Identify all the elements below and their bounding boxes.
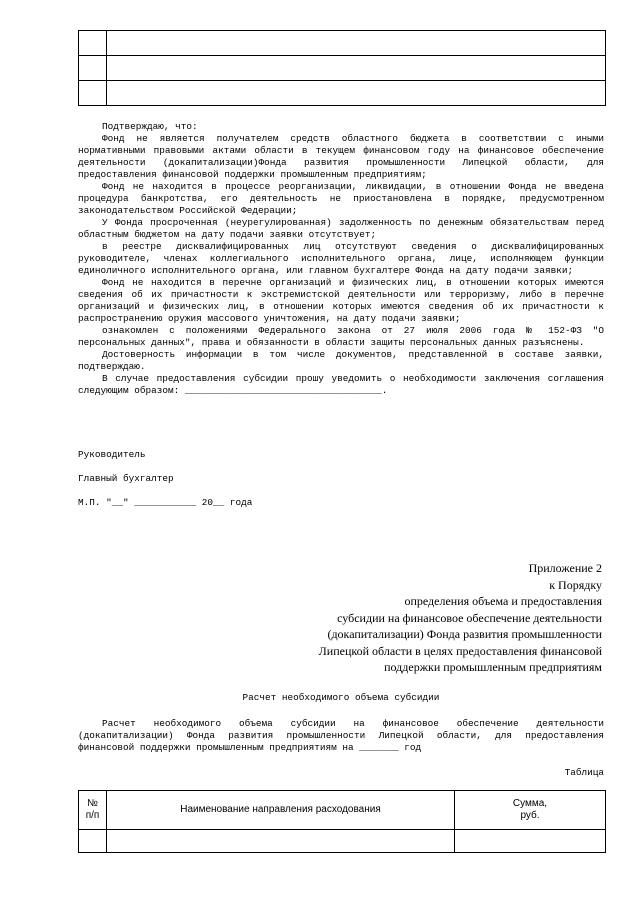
annex-line: (докапитализации) Фонда развития промышленности	[327, 627, 602, 641]
header-cell-direction: Наименование направления расходования	[107, 791, 455, 830]
stamp-date-line: М.П. "__" ___________ 20__ года	[78, 497, 253, 508]
table-caption: Таблица	[564, 767, 604, 778]
table-row	[79, 31, 606, 56]
confirmation-block	[78, 121, 604, 397]
table-row	[79, 81, 606, 106]
calculation-title: Расчет необходимого объема субсидии	[242, 692, 440, 703]
confirm-item: ознакомлен с положениями Федерального закона от 27 июля 2006 года № 152-ФЗ "О персональных данных", права и обязанности в области защиты персональных данных разъяснены.	[78, 325, 604, 348]
table-header-row	[79, 791, 606, 830]
header-cell-sum: Сумма, руб.	[455, 791, 606, 830]
calculation-text-block	[78, 718, 604, 754]
table-row	[79, 830, 606, 853]
annex-line: поддержки промышленным предприятиям	[384, 660, 602, 674]
annex-line: к Порядку	[549, 577, 602, 592]
header-cell-number: № п/п	[79, 791, 107, 830]
confirm-item: Фонд не находится в перечне организаций и физических лиц, в отношении которых имеются сведения об их причастности к экстремистской деятельности или терроризму, либо в перечне организаций и физических лиц, в отношении которых имеются сведения об их причастности к распространению оружия массового уничтожения, на дату подачи заявки;	[78, 277, 604, 324]
annex-header	[242, 560, 602, 676]
table-row	[79, 56, 606, 81]
confirm-item: Достоверность информации в том числе документов, представленной в составе заявки, подтверждаю.	[78, 349, 604, 372]
calculation-text: Расчет необходимого объема субсидии на финансовое обеспечение деятельности (докапитализации) Фонда развития промышленности Липецкой области, для предоставления финансовой поддержки промышленным предприятиям на _______ год	[78, 718, 604, 753]
confirm-item: Фонд не является получателем средств областного бюджета в соответствии с иными нормативными правовыми актами области в текущем финансовом году на финансовое обеспечение деятельности (докапитализации)Фонда развития промышленности Липецкой области, для предоставления финансовой поддержки промышленным предприятиям;	[78, 133, 604, 180]
confirm-intro: Подтверждаю, что:	[102, 121, 198, 132]
confirm-item: В случае предоставления субсидии прошу уведомить о необходимости заключения соглашения следующим образом: ___________________________________.	[78, 373, 604, 396]
signature-accountant: Главный бухгалтер	[78, 473, 174, 484]
expense-table	[78, 790, 606, 853]
confirm-item: в реестре дисквалифицированных лиц отсутствуют сведения о дисквалифицированных руководителе, членах коллегиального исполнительного органа, лице, исполняющем функции единоличного исполнительного органа, или главном бухгалтере Фонда на дату подачи заявки;	[78, 241, 604, 276]
confirm-item: У Фонда просроченная (неурегулированная) задолженность по денежным обязательствам перед областным бюджетом на дату подачи заявки отсутствует;	[78, 217, 604, 240]
confirm-item: Фонд не находится в процессе реорганизации, ликвидации, в отношении Фонда не введена процедура банкротства, его деятельность не приостановлена в порядке, предусмотренном законодательством Российской Федерации;	[78, 181, 604, 216]
annex-line: субсидии на финансовое обеспечение деятельности	[337, 610, 602, 625]
annex-line: Липецкой области в целях предоставления финансовой	[318, 643, 602, 658]
signature-head: Руководитель	[78, 449, 146, 460]
annex-line: Приложение 2	[528, 561, 602, 575]
top-table	[78, 30, 606, 106]
annex-line: определения объема и предоставления	[404, 594, 602, 608]
